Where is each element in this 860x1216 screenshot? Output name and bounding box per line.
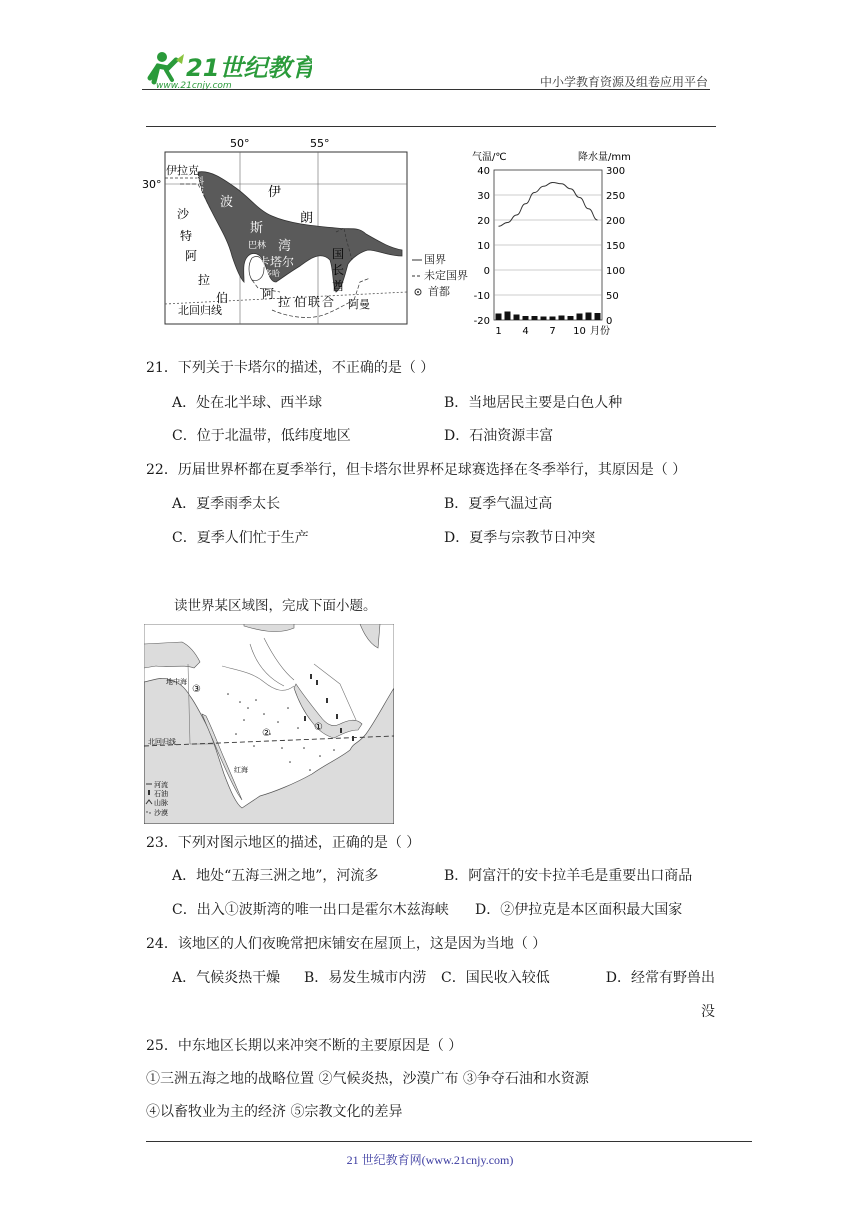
option-21-c[interactable]: C．位于北温带，低纬度地区	[172, 428, 351, 444]
question-23: 23．下列对图示地区的描述，正确的是（ ）	[146, 835, 421, 851]
svg-text:波: 波	[220, 195, 234, 210]
question-22: 22．历届世界杯都在夏季举行，但卡塔尔世界杯足球赛选择在冬季举行，其原因是（ ）	[146, 462, 687, 478]
footer-divider	[146, 1141, 752, 1142]
option-22-a[interactable]: A．夏季雨季太长	[172, 496, 281, 512]
svg-text:拉: 拉	[278, 295, 291, 309]
option-22-b[interactable]: B．夏季气温过高	[444, 496, 553, 512]
svg-text:拉: 拉	[198, 273, 211, 287]
precip-tick-label: 300	[606, 166, 626, 177]
option-21-b[interactable]: B．当地居民主要是白色人种	[444, 395, 623, 411]
svg-text:沙: 沙	[177, 207, 190, 221]
svg-text:伊: 伊	[268, 185, 282, 200]
temp-tick-label: 0	[483, 266, 490, 277]
svg-text:阿: 阿	[185, 249, 198, 263]
month-tick-label: 7	[549, 326, 556, 337]
intro-text: 读世界某区域图，完成下面小题。	[174, 598, 377, 614]
svg-text:地中海: 地中海	[166, 678, 187, 686]
svg-text:科: 科	[195, 177, 205, 187]
option-24-d[interactable]: D．经常有野兽出没	[605, 970, 715, 1020]
month-unit-label: 月份	[590, 326, 610, 337]
option-21-a[interactable]: A．处在北半球、西半球	[172, 395, 323, 411]
svg-text:河流: 河流	[154, 781, 168, 789]
precip-tick-label: 200	[606, 216, 626, 227]
qatar-map	[140, 132, 412, 332]
precip-bar	[595, 313, 601, 320]
month-tick-label: 10	[573, 326, 586, 337]
lon-label: 55°	[310, 137, 330, 150]
svg-text:特: 特	[180, 229, 193, 243]
precip-tick-label: 50	[606, 291, 619, 302]
svg-text:联: 联	[308, 295, 321, 309]
lon-label: 50°	[230, 137, 250, 150]
svg-text:威: 威	[195, 187, 205, 197]
precip-bar	[586, 313, 592, 321]
month-tick-label: 1	[495, 326, 502, 337]
precip-bar	[514, 315, 520, 321]
precip-bar	[505, 312, 511, 321]
question-25-line-2: ④以畜牧业为主的经济 ⑤宗教文化的差异	[146, 1104, 403, 1120]
svg-text:沙漠: 沙漠	[154, 809, 168, 817]
svg-text:斯: 斯	[250, 221, 264, 236]
temp-tick-label: 20	[477, 216, 490, 227]
temp-tick-label: -20	[473, 316, 490, 327]
precip-bar	[559, 316, 565, 321]
svg-text:巴林: 巴林	[248, 241, 267, 251]
temp-tick-label: 40	[477, 166, 490, 177]
temp-axis-label: 气温/℃	[472, 152, 507, 163]
logo-url: www.21cnjy.com	[156, 81, 232, 91]
svg-text:卡塔尔: 卡塔尔	[258, 255, 295, 269]
precip-bar	[496, 314, 502, 321]
svg-text:①: ①	[314, 722, 323, 733]
precip-bar	[523, 316, 529, 320]
svg-text:②: ②	[262, 728, 271, 739]
lat-label: 30°	[142, 178, 162, 191]
month-tick-label: 4	[522, 326, 529, 337]
svg-text:多哈: 多哈	[264, 269, 280, 278]
precip-axis-label: 降水量/mm	[578, 152, 631, 163]
svg-text:朗: 朗	[300, 211, 314, 226]
svg-text:石油: 石油	[154, 790, 168, 798]
temperature-line	[499, 183, 598, 227]
footer-text: 21 世纪教育网(www.21cnjy.com)	[346, 1153, 514, 1167]
header-divider	[142, 89, 710, 90]
tropic-label: 北回归线	[178, 304, 222, 317]
option-21-d[interactable]: D．石油资源丰富	[444, 428, 554, 444]
question-21: 21．下列关于卡塔尔的描述，不正确的是（ ）	[146, 360, 435, 376]
precip-tick-label: 100	[606, 266, 626, 277]
temp-tick-label: 10	[477, 241, 490, 252]
question-25-line-1: ①三洲五海之地的战略位置 ②气候炎热，沙漠广布 ③争夺石油和水资源	[146, 1071, 589, 1087]
option-24-b[interactable]: B．易发生城市内涝	[304, 970, 427, 986]
option-23-d[interactable]: D．②伊拉克是本区面积最大国家	[475, 902, 683, 918]
platform-title: 中小学教育资源及组卷应用平台	[539, 75, 708, 89]
temp-tick-label: -10	[473, 291, 490, 302]
precip-tick-label: 150	[606, 241, 626, 252]
svg-text:湾: 湾	[278, 239, 292, 254]
svg-text:伯: 伯	[294, 295, 307, 309]
runner-icon	[150, 52, 184, 82]
svg-text:北回归线: 北回归线	[148, 738, 176, 746]
temp-tick-label: 30	[477, 191, 490, 202]
svg-text:长: 长	[332, 263, 345, 277]
option-22-d[interactable]: D．夏季与宗教节日冲突	[444, 530, 596, 546]
svg-text:阿: 阿	[262, 287, 275, 301]
svg-text:红海: 红海	[234, 766, 248, 774]
option-23-c[interactable]: C．出入①波斯湾的唯一出口是霍尔木兹海峡	[172, 902, 449, 918]
option-24-c[interactable]: C．国民收入较低	[441, 970, 550, 986]
svg-text:伯: 伯	[216, 291, 229, 305]
svg-text:③: ③	[192, 684, 201, 695]
precip-bar	[577, 314, 583, 321]
svg-text:山脉: 山脉	[154, 799, 168, 807]
svg-text:伊拉克: 伊拉克	[166, 164, 199, 177]
precip-tick-label: 250	[606, 191, 626, 202]
middle-east-map	[144, 624, 394, 828]
svg-text:阿曼: 阿曼	[348, 298, 370, 311]
precip-bar	[550, 317, 556, 321]
section-divider	[146, 126, 716, 127]
question-25: 25．中东地区长期以来冲突不断的主要原因是（ ）	[146, 1038, 463, 1054]
svg-text:合: 合	[322, 295, 335, 309]
precip-tick-label: 0	[606, 316, 613, 327]
logo-text: 21世纪教育	[186, 54, 312, 82]
precip-bar	[541, 317, 547, 321]
option-24-a[interactable]: A．气候炎热干燥	[172, 970, 281, 986]
option-22-c[interactable]: C．夏季人们忙于生产	[172, 530, 309, 546]
svg-text:酋: 酋	[332, 279, 345, 293]
precip-bar	[568, 316, 574, 320]
precip-bar	[532, 316, 538, 320]
climate-chart	[466, 148, 652, 348]
question-24: 24．该地区的人们夜晚常把床铺安在屋顶上，这是因为当地（ ）	[146, 936, 547, 952]
svg-text:国: 国	[332, 247, 345, 261]
option-23-a[interactable]: A．地处“五海三洲之地”，河流多	[172, 868, 379, 884]
option-23-b[interactable]: B．阿富汗的安卡拉羊毛是重要出口商品	[444, 868, 693, 884]
svg-text:特: 特	[195, 197, 205, 207]
